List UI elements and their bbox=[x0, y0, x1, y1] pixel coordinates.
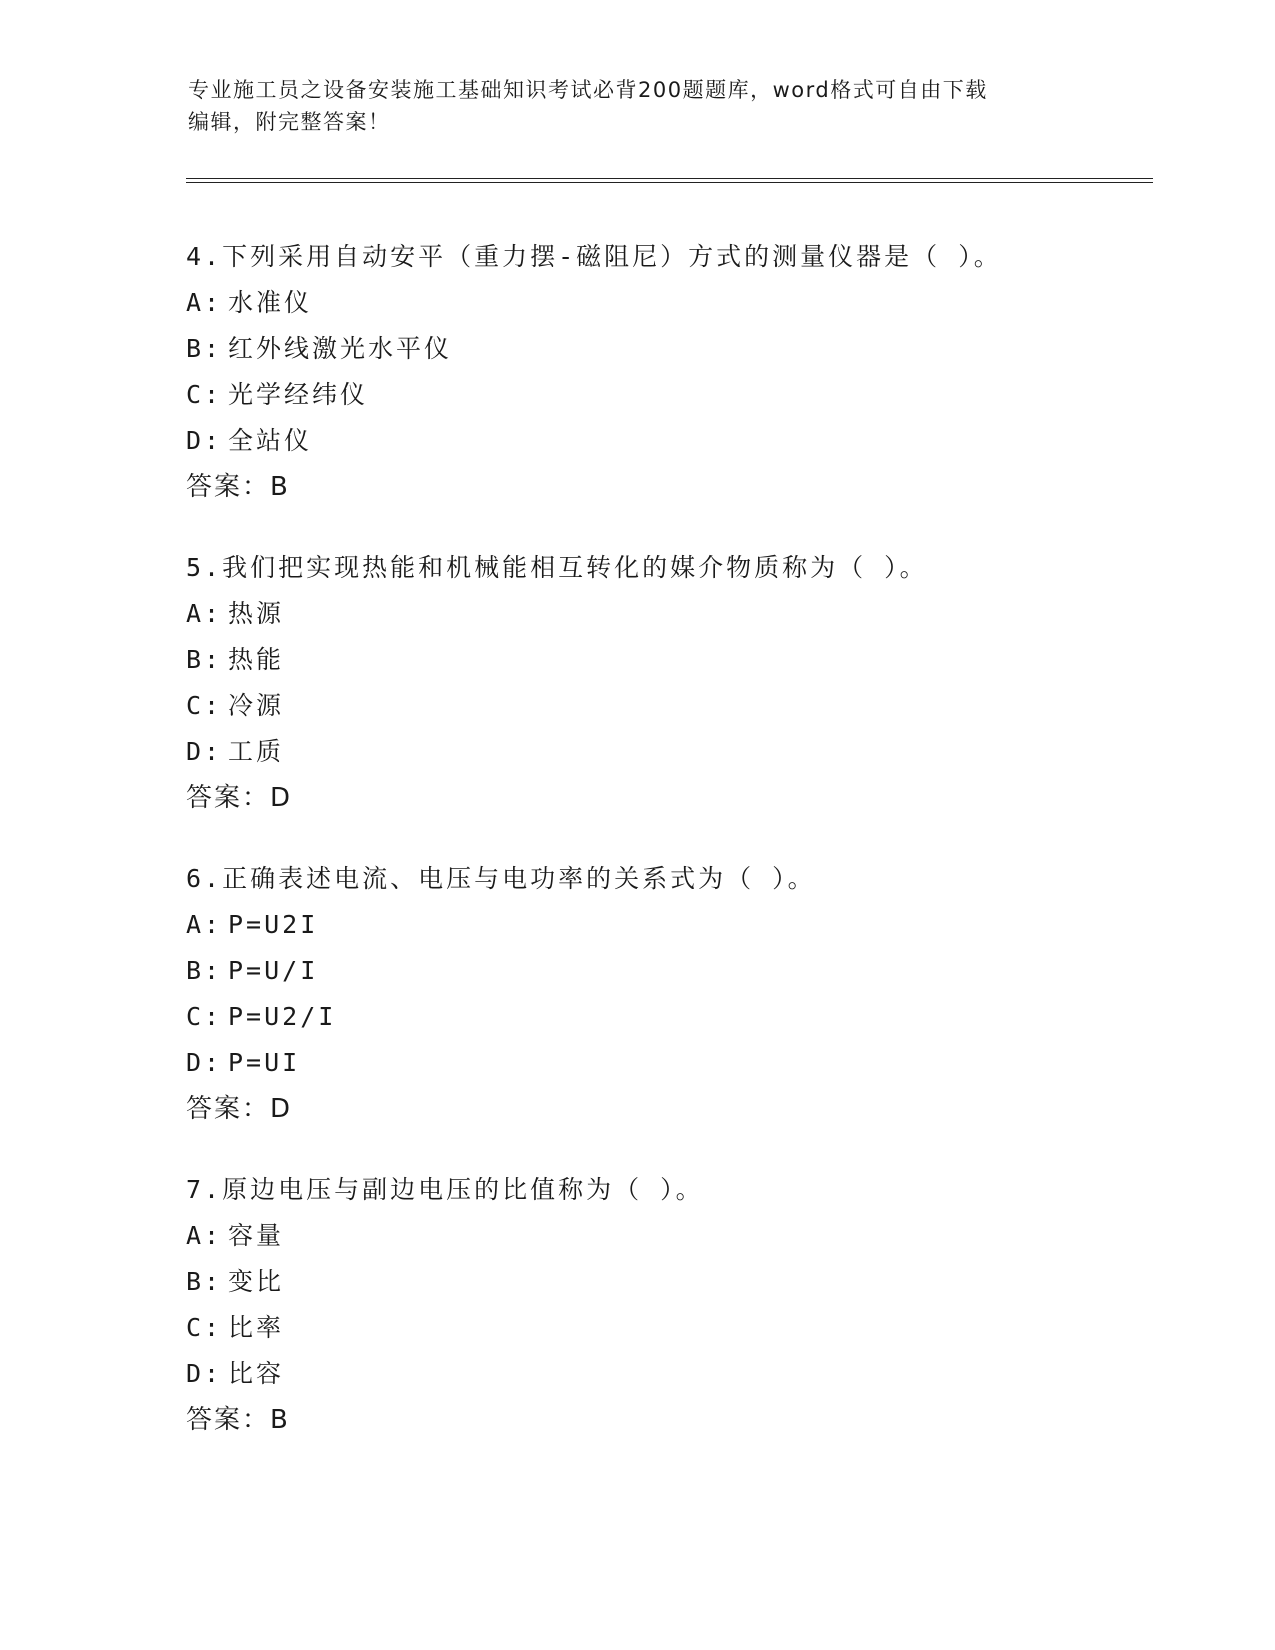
option-text: 红外线激光水平仪 bbox=[228, 334, 453, 363]
option-letter: B: bbox=[186, 645, 223, 674]
option-text: 比容 bbox=[228, 1359, 285, 1388]
question-text: 4.下列采用自动安平（重力摆-磁阻尼）方式的测量仪器是（ ）。 bbox=[186, 242, 1002, 271]
option-letter: C: bbox=[186, 691, 223, 720]
option-letter: D: bbox=[186, 737, 223, 766]
option-text: 全站仪 bbox=[228, 426, 313, 455]
option-letter: D: bbox=[186, 1359, 223, 1388]
option-text: 热源 bbox=[228, 599, 285, 628]
option-letter: D: bbox=[186, 1048, 223, 1077]
question-text: 6.正确表述电流、电压与电功率的关系式为（ ）。 bbox=[186, 864, 816, 893]
option-b bbox=[186, 326, 1146, 372]
question-6 bbox=[186, 856, 1146, 1132]
header-line-2: 编辑，附完整答案！ bbox=[188, 110, 391, 134]
option-text: P=U2I bbox=[228, 910, 319, 939]
option-text: 热能 bbox=[228, 645, 285, 674]
option-text: 水准仪 bbox=[228, 288, 313, 317]
option-letter: B: bbox=[186, 334, 223, 363]
option-letter: C: bbox=[186, 380, 223, 409]
option-text: 冷源 bbox=[228, 691, 285, 720]
option-c bbox=[186, 372, 1146, 418]
option-c bbox=[186, 994, 1146, 1040]
option-a bbox=[186, 902, 1146, 948]
question-text: 5.我们把实现热能和机械能相互转化的媒介物质称为（ ）。 bbox=[186, 553, 928, 582]
question-4 bbox=[186, 234, 1146, 510]
option-d bbox=[186, 1351, 1146, 1397]
header-divider-bottom bbox=[186, 182, 1153, 183]
option-text: 变比 bbox=[228, 1267, 285, 1296]
answer-line: 答案：B bbox=[186, 472, 290, 502]
header-divider-top bbox=[186, 178, 1153, 179]
option-text: P=UI bbox=[228, 1048, 301, 1077]
option-text: 工质 bbox=[228, 737, 285, 766]
option-text: 光学经纬仪 bbox=[228, 380, 369, 409]
option-letter: D: bbox=[186, 426, 223, 455]
answer-line: 答案：D bbox=[186, 1094, 293, 1124]
option-c bbox=[186, 683, 1146, 729]
option-letter: A: bbox=[186, 1221, 223, 1250]
option-text: 比率 bbox=[228, 1313, 285, 1342]
option-b bbox=[186, 948, 1146, 994]
option-letter: B: bbox=[186, 1267, 223, 1296]
question-7 bbox=[186, 1167, 1146, 1443]
option-text: 容量 bbox=[228, 1221, 285, 1250]
option-text: P=U/I bbox=[228, 956, 319, 985]
option-d bbox=[186, 418, 1146, 464]
answer-line: 答案：B bbox=[186, 1405, 290, 1435]
answer-line: 答案：D bbox=[186, 783, 293, 813]
question-text: 7.原边电压与副边电压的比值称为（ ）。 bbox=[186, 1175, 704, 1204]
question-list bbox=[186, 234, 1146, 1478]
option-letter: B: bbox=[186, 956, 223, 985]
question-5 bbox=[186, 545, 1146, 821]
option-d bbox=[186, 729, 1146, 775]
option-letter: C: bbox=[186, 1313, 223, 1342]
option-b bbox=[186, 1259, 1146, 1305]
document-header bbox=[188, 74, 1068, 138]
option-a bbox=[186, 591, 1146, 637]
option-letter: A: bbox=[186, 910, 223, 939]
option-d bbox=[186, 1040, 1146, 1086]
option-letter: A: bbox=[186, 599, 223, 628]
option-c bbox=[186, 1305, 1146, 1351]
header-line-1: 专业施工员之设备安装施工基础知识考试必背200题题库，word格式可自由下载 bbox=[188, 78, 988, 102]
option-a bbox=[186, 280, 1146, 326]
option-b bbox=[186, 637, 1146, 683]
option-text: P=U2/I bbox=[228, 1002, 337, 1031]
option-letter: C: bbox=[186, 1002, 223, 1031]
option-letter: A: bbox=[186, 288, 223, 317]
option-a bbox=[186, 1213, 1146, 1259]
